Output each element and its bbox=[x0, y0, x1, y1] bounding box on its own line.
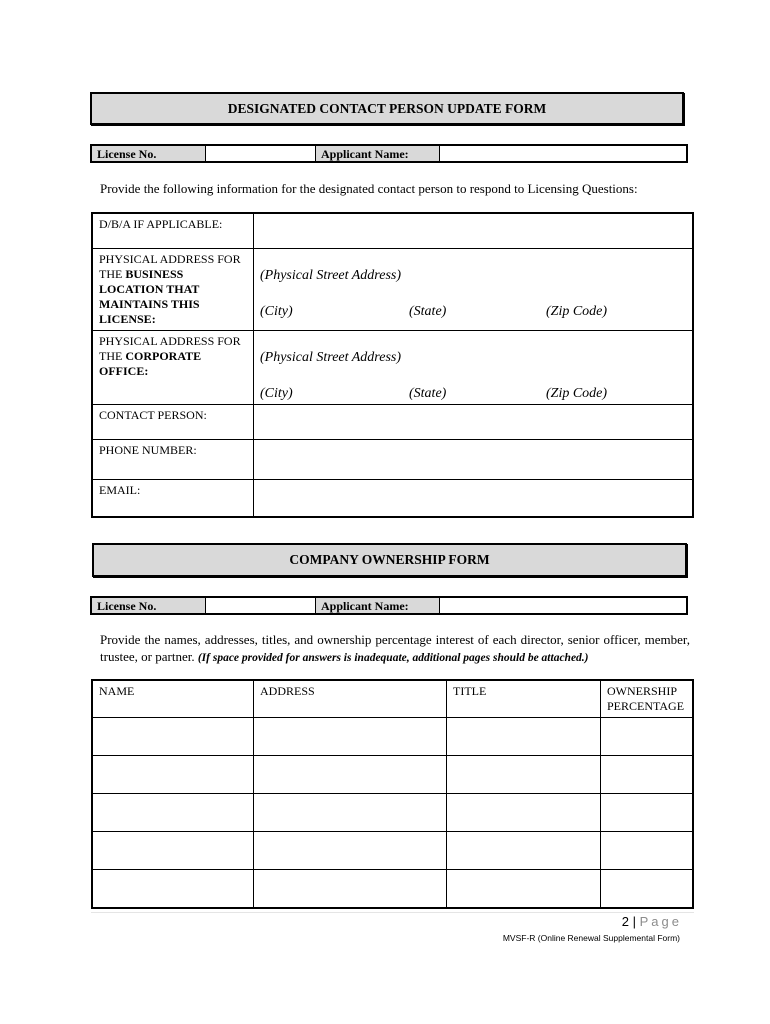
contact-form-title: DESIGNATED CONTACT PERSON UPDATE FORM bbox=[90, 92, 684, 125]
license-label: License No. bbox=[92, 146, 206, 161]
license-label: License No. bbox=[92, 598, 206, 613]
col-ownership: OWNERSHIP PERCENTAGE bbox=[607, 684, 685, 713]
business-address-input[interactable] bbox=[254, 248, 694, 330]
name-cell[interactable] bbox=[92, 870, 254, 908]
contact-person-input[interactable] bbox=[254, 404, 694, 439]
phone-label: PHONE NUMBER: bbox=[99, 442, 197, 457]
name-cell[interactable] bbox=[92, 832, 254, 870]
table-row bbox=[92, 718, 693, 756]
contact-table bbox=[91, 212, 694, 518]
page-indicator bbox=[400, 914, 682, 929]
percentage-cell[interactable] bbox=[601, 832, 694, 870]
contact-license-row bbox=[90, 144, 688, 163]
ownership-intro: Provide the names, addresses, titles, and ownership percentage interest of each director, senior officer, member, trustee, or partner. (If space provided for answers is inadequate, additional pages should be attached.) bbox=[100, 632, 690, 664]
title-cell[interactable] bbox=[447, 718, 601, 756]
form-id: MVSF-R (Online Renewal Supplemental Form) bbox=[502, 933, 680, 943]
ownership-intro-note: (If space provided for answers is inadequate, additional pages should be attached.) bbox=[197, 652, 589, 664]
percentage-cell[interactable] bbox=[601, 718, 694, 756]
applicant-input[interactable] bbox=[440, 146, 686, 161]
address-cell[interactable] bbox=[254, 794, 447, 832]
applicant-input[interactable] bbox=[440, 598, 686, 613]
license-input[interactable] bbox=[206, 146, 316, 161]
contact-intro: Provide the following information for the designated contact person to respond to Licensing Questions: bbox=[100, 181, 638, 196]
ownership-form-title: COMPANY OWNERSHIP FORM bbox=[92, 543, 687, 577]
percentage-cell[interactable] bbox=[601, 870, 694, 908]
email-input[interactable] bbox=[254, 479, 694, 517]
phone-input[interactable] bbox=[254, 439, 694, 479]
address-cell[interactable] bbox=[254, 756, 447, 794]
email-label: EMAIL: bbox=[99, 482, 141, 497]
table-row bbox=[92, 832, 693, 870]
applicant-label: Applicant Name: bbox=[316, 598, 440, 613]
ownership-table bbox=[91, 679, 694, 909]
col-address: ADDRESS bbox=[260, 684, 315, 698]
col-name: NAME bbox=[99, 684, 135, 698]
title-cell[interactable] bbox=[447, 756, 601, 794]
title-cell[interactable] bbox=[447, 870, 601, 908]
state-placeholder: (State) bbox=[409, 303, 447, 319]
table-row bbox=[92, 870, 693, 908]
page-number: 2 bbox=[621, 914, 629, 929]
dba-label: D/B/A IF APPLICABLE: bbox=[99, 217, 223, 231]
col-title: TITLE bbox=[453, 684, 487, 698]
dba-input[interactable] bbox=[254, 213, 694, 248]
corporate-address-input[interactable] bbox=[254, 330, 694, 404]
city-placeholder: (City) bbox=[260, 303, 293, 319]
zip-placeholder: (Zip Code) bbox=[546, 303, 608, 319]
percentage-cell[interactable] bbox=[601, 756, 694, 794]
name-cell[interactable] bbox=[92, 756, 254, 794]
address-cell[interactable] bbox=[254, 718, 447, 756]
page-separator: | bbox=[632, 914, 636, 929]
contact-person-label: CONTACT PERSON: bbox=[99, 407, 207, 422]
license-input[interactable] bbox=[206, 598, 316, 613]
percentage-cell[interactable] bbox=[601, 794, 694, 832]
footer-divider bbox=[91, 912, 694, 913]
corporate-address-label: PHYSICAL ADDRESS FOR THE CORPORATE OFFICE: bbox=[99, 333, 241, 378]
name-cell[interactable] bbox=[92, 718, 254, 756]
name-cell[interactable] bbox=[92, 794, 254, 832]
city-placeholder: (City) bbox=[260, 385, 293, 401]
address-cell[interactable] bbox=[254, 832, 447, 870]
street-placeholder: (Physical Street Address) bbox=[260, 349, 402, 365]
page-word: Page bbox=[639, 914, 682, 929]
table-row bbox=[92, 756, 693, 794]
table-row bbox=[92, 794, 693, 832]
title-cell[interactable] bbox=[447, 794, 601, 832]
zip-placeholder: (Zip Code) bbox=[546, 385, 608, 401]
business-address-label: PHYSICAL ADDRESS FOR THE BUSINESS LOCATION THAT MAINTAINS THIS LICENSE: bbox=[99, 251, 241, 326]
title-cell[interactable] bbox=[447, 832, 601, 870]
applicant-label: Applicant Name: bbox=[316, 146, 440, 161]
street-placeholder: (Physical Street Address) bbox=[260, 267, 402, 283]
address-cell[interactable] bbox=[254, 870, 447, 908]
state-placeholder: (State) bbox=[409, 385, 447, 401]
ownership-license-row bbox=[90, 596, 688, 615]
